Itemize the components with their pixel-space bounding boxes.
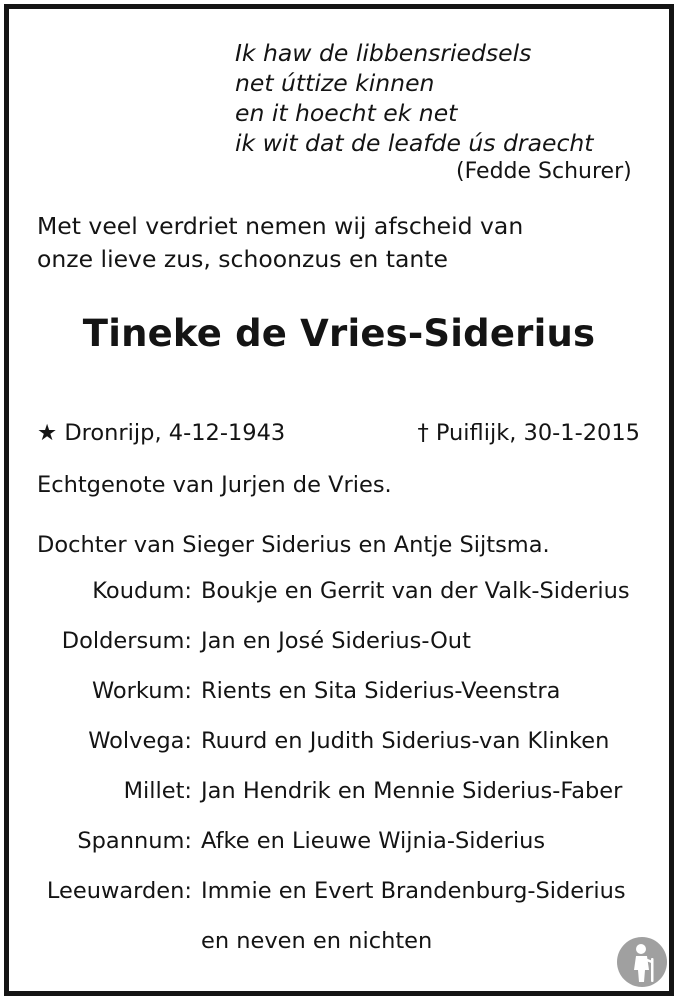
relative-row: [0, 578, 678, 628]
spouse-info: Echtgenote van Jurjen de Vries.: [37, 472, 392, 498]
relative-row: [0, 828, 678, 878]
poem-line: en it hoecht ek net: [235, 99, 458, 127]
relative-names: Ruurd en Judith Siderius-van Klinken: [201, 728, 610, 754]
relative-names: Jan Hendrik en Mennie Siderius-Faber: [201, 778, 623, 804]
relative-place: Doldersum:: [61, 628, 192, 654]
relative-row: [0, 678, 678, 728]
closing-line: en neven en nichten: [201, 928, 433, 954]
relatives-list: [0, 578, 678, 928]
poem-author: (Fedde Schurer): [456, 159, 632, 184]
relative-names: Boukje en Gerrit van der Valk-Siderius: [201, 578, 630, 604]
deceased-name: Tineke de Vries-Siderius: [82, 312, 596, 355]
birth-info: ★ Dronrijp, 4-12-1943: [37, 420, 286, 446]
relative-place: Workum:: [91, 678, 192, 704]
parents-info: Dochter van Sieger Siderius en Antje Sijtsma.: [37, 532, 550, 558]
death-info: † Puiflijk, 30-1-2015: [417, 420, 640, 446]
relative-names: Rients en Sita Siderius-Veenstra: [201, 678, 561, 704]
poem-line: ik wit dat de leafde ús draecht: [235, 129, 594, 157]
poem-line: Ik haw de libbensriedsels: [235, 39, 532, 67]
intro-text: [37, 210, 523, 276]
relative-row: [0, 728, 678, 778]
relative-place: Spannum:: [77, 828, 192, 854]
relative-place: Wolvega:: [88, 728, 192, 754]
relative-names: Immie en Evert Brandenburg-Siderius: [201, 878, 626, 904]
poem: [235, 38, 593, 158]
relative-place: Koudum:: [92, 578, 192, 604]
intro-line: Met veel verdriet nemen wij afscheid van: [37, 212, 524, 240]
poem-line: net úttize kinnen: [235, 69, 435, 97]
relative-names: Jan en José Siderius-Out: [201, 628, 471, 654]
relative-names: Afke en Lieuwe Wijnia-Siderius: [201, 828, 546, 854]
intro-line: onze lieve zus, schoonzus en tante: [37, 245, 448, 273]
walking-figure-icon: [616, 936, 668, 988]
relative-place: Millet:: [123, 778, 192, 804]
relative-row: [0, 778, 678, 828]
relative-place: Leeuwarden:: [46, 878, 192, 904]
relative-row: [0, 878, 678, 928]
relative-row: [0, 628, 678, 678]
